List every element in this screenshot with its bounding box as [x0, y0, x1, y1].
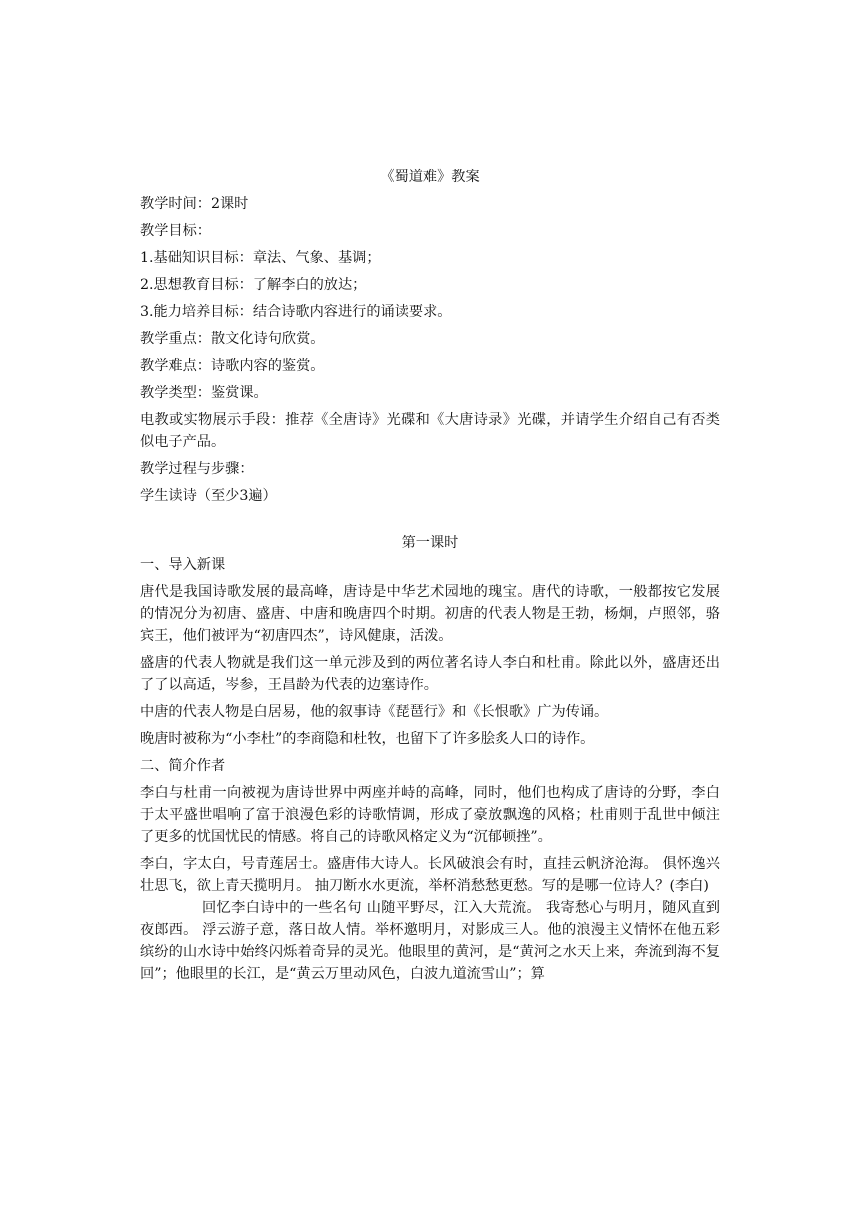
paragraph: 回忆李白诗中的一些名句 山随平野尽，江入大荒流。 我寄愁心与明月，随风直到夜郎西。 浮云游子意，落日故人情。举杯邀明月，对影成三人。他的浪漫主义情怀在他五彩缤纷的山水诗中始终闪烁着奇异的灵光。他眼里的黄河，是“黄河之水天上来，奔流到海不复回”；他眼里的长江，是“黄云万里动风色，白波九道流雪山”；算	[140, 900, 720, 982]
document-page	[140, 166, 720, 985]
section-heading: 一、导入新课	[140, 557, 226, 573]
paragraph: 唐代是我国诗歌发展的最高峰，唐诗是中华艺术园地的瑰宝。唐代的诗歌，一般都按它发展的情况分为初唐、盛唐、中唐和晚唐四个时期。初唐的代表人物是王勃，杨炯，卢照邻，骆宾王，他们被评为“初唐四杰”，诗风健康，活泼。	[140, 584, 720, 644]
paragraph: 李白与杜甫一向被视为唐诗世界中两座并峙的高峰，同时，他们也构成了唐诗的分野，李白于太平盛世唱响了富于浪漫色彩的诗歌情调，形成了豪放飘逸的风格；杜甫则于乱世中倾注了更多的忧国忧民的情感。将自己的诗歌风格定义为“沉郁顿挫”。	[140, 785, 720, 845]
paragraph: 李白，字太白，号青莲居士。盛唐伟大诗人。长风破浪会有时，直挂云帆济沧海。 俱怀逸兴壮思飞，欲上青天揽明月。 抽刀断水水更流，举杯消愁愁更愁。写的是哪一位诗人？(李白)	[140, 856, 720, 894]
process-heading: 教学过程与步骤：	[140, 461, 254, 477]
goal-item: 1.基础知识目标：章法、气象、基调；	[140, 250, 381, 266]
difficult-point: 教学难点：诗歌内容的鉴赏。	[140, 358, 325, 374]
paragraph: 盛唐的代表人物就是我们这一单元涉及到的两位著名诗人李白和杜甫。除此以外，盛唐还出了了以高适，岑参，王昌龄为代表的边塞诗作。	[140, 655, 720, 693]
paragraph: 晚唐时被称为“小李杜”的李商隐和杜牧，也留下了许多脍炙人口的诗作。	[140, 731, 595, 747]
media-means: 电教或实物展示手段：推荐《全唐诗》光碟和《大唐诗录》光碟，并请学生介绍自己有否类似电子产品。	[140, 412, 720, 450]
goal-item: 2.思想教育目标：了解李白的放达；	[140, 277, 367, 293]
goals-heading: 教学目标：	[140, 223, 211, 239]
reading-requirement: 学生读诗（至少3遍）	[140, 488, 277, 504]
key-point: 教学重点：散文化诗句欣赏。	[140, 331, 325, 347]
section-heading: 二、简介作者	[140, 758, 226, 774]
document-title: 《蜀道难》教案	[380, 169, 480, 185]
lesson-type: 教学类型：鉴赏课。	[140, 385, 268, 401]
teaching-time: 教学时间：2课时	[140, 196, 249, 212]
paragraph: 中唐的代表人物是白居易，他的叙事诗《琵琶行》和《长恨歌》广为传诵。	[140, 704, 609, 720]
goal-item: 3.能力培养目标：结合诗歌内容进行的诵读要求。	[140, 304, 452, 320]
lesson-heading: 第一课时	[401, 535, 459, 551]
